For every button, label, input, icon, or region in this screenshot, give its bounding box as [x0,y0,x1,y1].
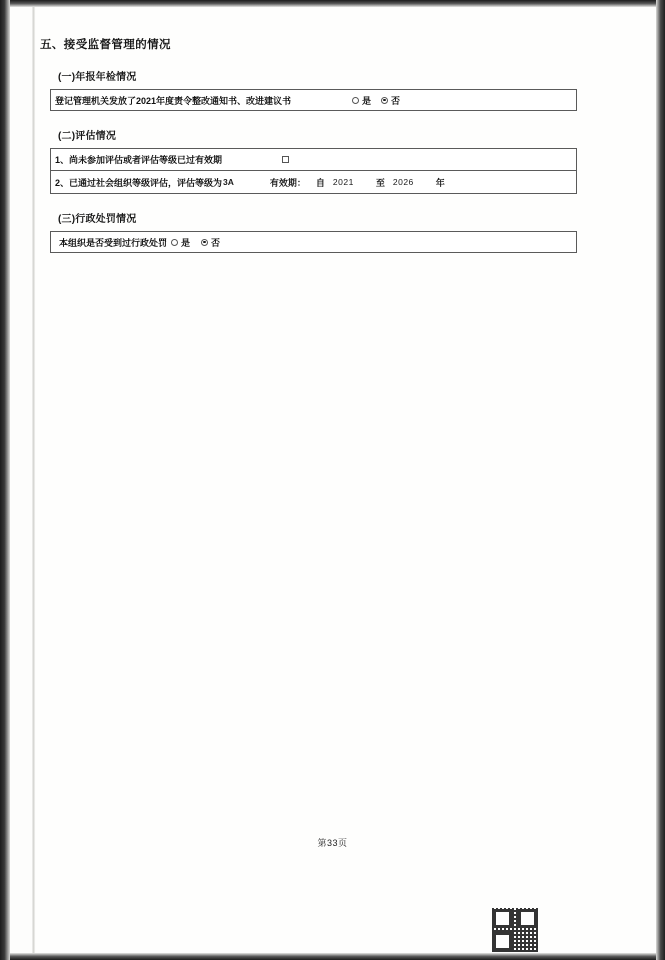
subsection-title-annual-inspection: (一)年报年检情况 [58,72,137,83]
penalty-box [50,231,577,253]
radio-unchecked-icon[interactable] [171,239,178,246]
subsection-title-evaluation: (二)评估情况 [58,131,117,142]
validity-unit-label: 年 [435,177,445,188]
evaluation-box [50,148,577,194]
scan-edge-left [0,0,10,960]
subsection-title-penalty: (三)行政处罚情况 [58,214,137,225]
penalty-option-no[interactable] [201,236,220,249]
evaluation-row-1-label: 1、尚未参加评估或者评估等级已过有效期 [55,155,223,165]
page-number: 第33页 [317,838,348,848]
annual-inspection-box [50,89,577,111]
page-spine-shadow [32,7,35,953]
evaluation-validity [270,176,453,189]
scan-edge-bottom [0,953,665,960]
annual-inspection-options [352,94,400,107]
validity-to-label: 至 [375,177,385,188]
radio-checked-icon[interactable] [201,239,208,246]
evaluation-row-2 [51,171,576,193]
document-content [36,10,636,253]
evaluation-row-1 [51,149,576,171]
validity-label: 有效期： [269,177,306,188]
annual-inspection-option-no-label: 否 [390,95,400,106]
radio-checked-icon[interactable] [381,97,388,104]
evaluation-row-2-label: 2、已通过社会组织等级评估，评估等级为 [55,177,223,188]
penalty-option-yes-label: 是 [181,237,191,248]
annual-inspection-statement: 登记管理机关发放了2021年度责令整改通知书、改进建议书 [55,95,292,106]
validity-from-value: 2021 [332,177,354,187]
checkbox-unchecked-icon[interactable] [282,156,289,163]
scan-edge-top [0,0,665,7]
qr-finder-bottom-left [493,932,512,951]
annual-inspection-option-yes-label: 是 [361,95,371,106]
radio-unchecked-icon[interactable] [352,97,359,104]
annual-inspection-option-yes[interactable] [352,94,371,107]
annual-inspection-option-no[interactable] [381,94,400,107]
penalty-option-no-label: 否 [211,237,221,248]
section-title: 五、接受监督管理的情况 [40,39,171,51]
qr-code-icon [492,908,538,952]
penalty-row [55,231,224,253]
evaluation-grade-value: 3A [223,177,234,187]
penalty-statement: 本组织是否受到过行政处罚 [59,237,168,248]
validity-from-label: 自 [315,177,325,188]
scan-edge-right [656,0,665,960]
validity-to-value: 2026 [392,177,414,187]
penalty-option-yes[interactable] [171,236,190,249]
